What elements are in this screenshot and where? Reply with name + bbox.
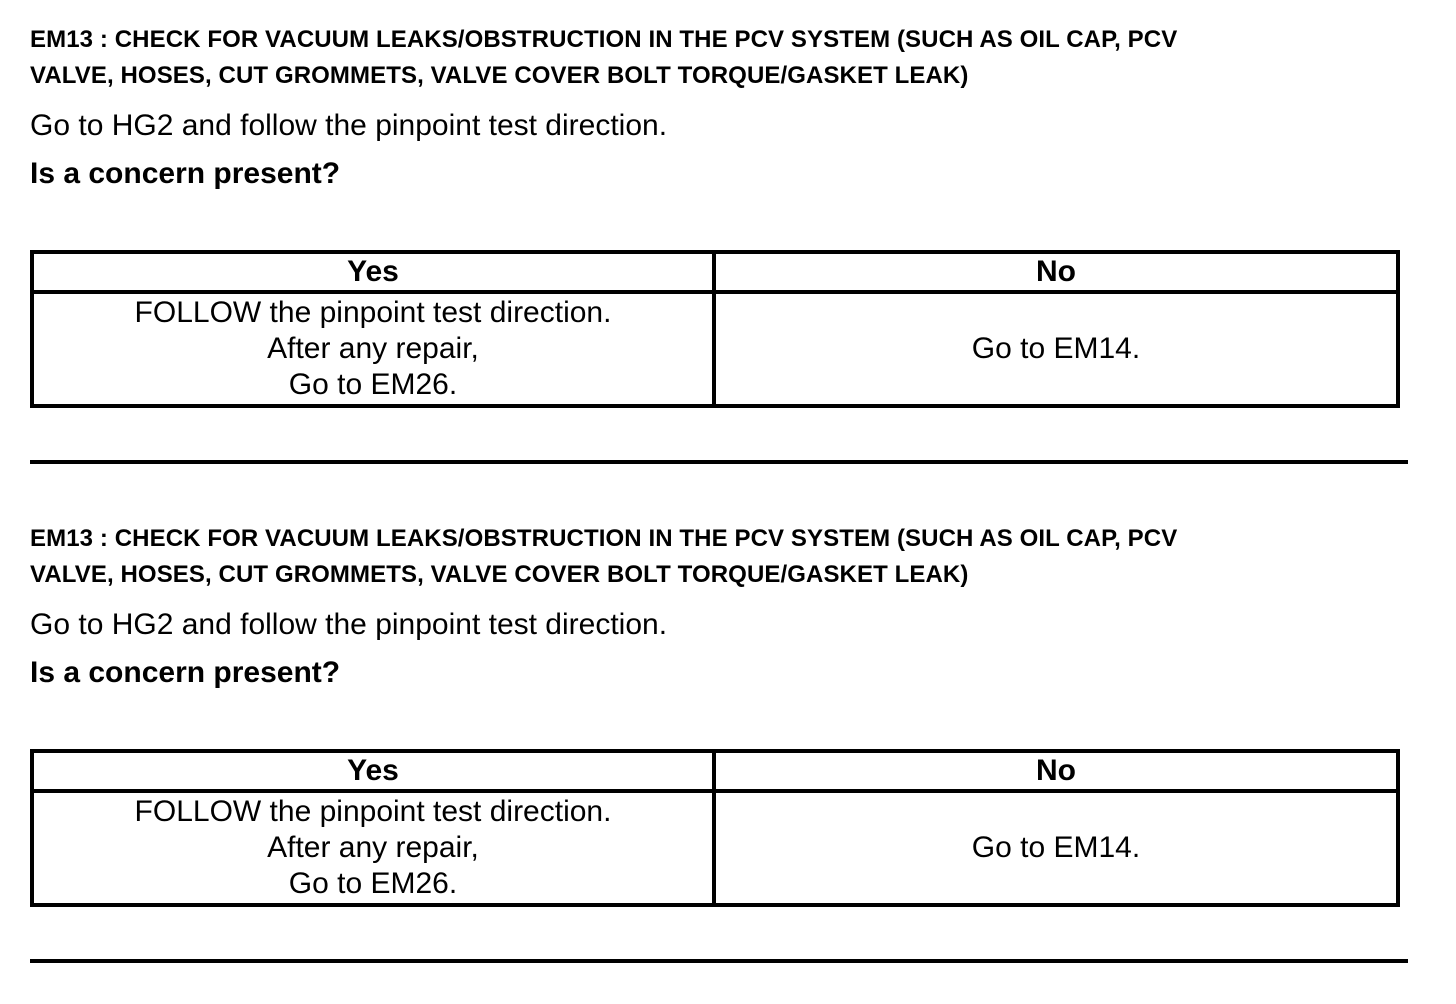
no-column-header: No — [714, 751, 1398, 791]
yes-column-header: Yes — [32, 252, 714, 292]
yes-action-line-1: FOLLOW the pinpoint test direction. — [134, 296, 612, 329]
step-instruction: Go to HG2 and follow the pinpoint test direction. — [30, 608, 668, 641]
no-action-cell — [714, 292, 1398, 406]
no-action-cell — [714, 791, 1398, 905]
step-instruction: Go to HG2 and follow the pinpoint test direction. — [30, 109, 668, 142]
step-question: Is a concern present? — [30, 656, 341, 689]
step-question: Is a concern present? — [30, 157, 341, 190]
step-heading — [30, 521, 1408, 593]
yes-action-line-1: FOLLOW the pinpoint test direction. — [134, 795, 612, 828]
decision-table-row — [32, 292, 1398, 406]
no-action-text: Go to EM14. — [971, 332, 1141, 365]
step-heading — [30, 22, 1408, 94]
no-action-text: Go to EM14. — [971, 831, 1141, 864]
decision-table-header-row — [32, 252, 1398, 292]
diagnostic-step-em13-first — [30, 22, 1408, 401]
yes-action-line-3: Go to EM26. — [288, 867, 458, 900]
yes-action-cell — [32, 791, 714, 905]
decision-table-row — [32, 791, 1398, 905]
section-divider — [30, 460, 1408, 464]
step-heading-line-2: VALVE, HOSES, CUT GROMMETS, VALVE COVER BOLT TORQUE/GASKET LEAK) — [30, 561, 969, 588]
decision-table — [30, 250, 1400, 408]
decision-table-header-row — [32, 751, 1398, 791]
decision-table — [30, 749, 1400, 907]
step-heading-line-1: EM13 : CHECK FOR VACUUM LEAKS/OBSTRUCTION IN THE PCV SYSTEM (SUCH AS OIL CAP, PCV — [30, 525, 1178, 552]
diagnostic-step-em13-second — [30, 521, 1408, 900]
yes-column-header: Yes — [32, 751, 714, 791]
yes-action-line-2: After any repair, — [267, 332, 479, 365]
yes-action-line-3: Go to EM26. — [288, 368, 458, 401]
yes-action-cell — [32, 292, 714, 406]
section-divider — [30, 959, 1408, 963]
no-column-header: No — [714, 252, 1398, 292]
step-heading-line-2: VALVE, HOSES, CUT GROMMETS, VALVE COVER BOLT TORQUE/GASKET LEAK) — [30, 62, 969, 89]
yes-action-line-2: After any repair, — [267, 831, 479, 864]
step-heading-line-1: EM13 : CHECK FOR VACUUM LEAKS/OBSTRUCTION IN THE PCV SYSTEM (SUCH AS OIL CAP, PCV — [30, 26, 1178, 53]
